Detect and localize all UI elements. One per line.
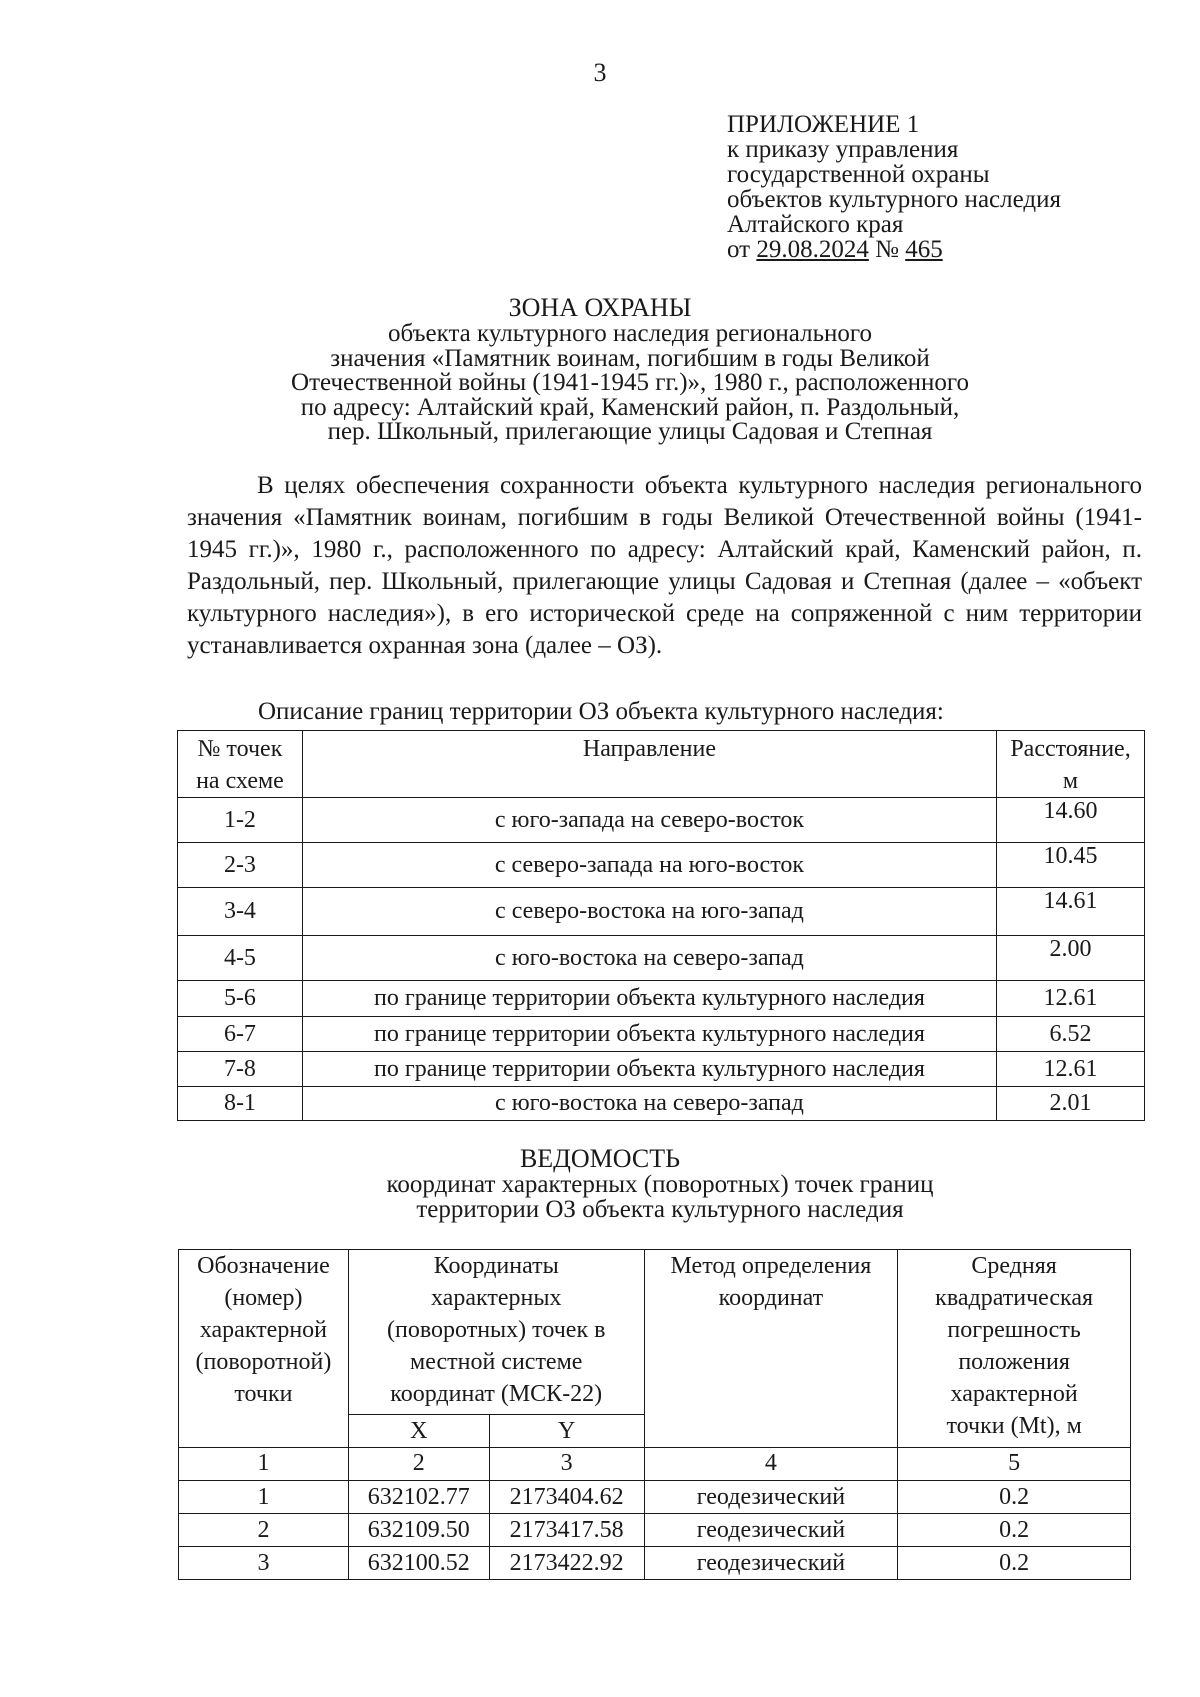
cell-mt: 0.2 — [898, 1481, 1131, 1514]
cell-mt: 0.2 — [898, 1514, 1131, 1547]
appendix-title: ПРИЛОЖЕНИЕ 1 — [727, 111, 920, 138]
order-number: 465 — [905, 236, 943, 263]
boundary-table — [177, 730, 1145, 1121]
table-row — [178, 798, 1145, 843]
number-prefix: № — [875, 236, 899, 263]
vedomost-subtitle-line: координат характерных (поворотных) точек границ — [386, 1171, 934, 1198]
cell-mt: 0.2 — [898, 1547, 1131, 1580]
table-header-row — [178, 731, 1145, 798]
cell-direction: с северо-запада на юго-восток — [302, 843, 996, 888]
cell-direction: с юго-запада на северо-восток — [302, 798, 996, 843]
appendix-block — [727, 112, 1061, 262]
table-header-row — [179, 1250, 1131, 1415]
zone-subtitle-line: Отечественной войны (1941-1945 гг.)», 1980 г., расположенного — [291, 369, 969, 396]
cell-distance: 14.60 — [997, 798, 1145, 843]
table-row — [179, 1547, 1131, 1580]
intro-paragraph — [187, 470, 1142, 662]
cell-method: геодезический — [644, 1547, 898, 1580]
table-row — [178, 981, 1145, 1017]
cell-method: геодезический — [644, 1514, 898, 1547]
cell-x: 632102.77 — [348, 1481, 489, 1514]
cell-x: 632109.50 — [348, 1514, 489, 1547]
cell-point: 2 — [179, 1514, 349, 1547]
header-y: Y — [489, 1415, 644, 1448]
column-number: 1 — [179, 1448, 349, 1481]
intro-text: В целях обеспечения сохранности объекта культурного наследия регионального значения «Памятник воинам, погибшим в годы Великой Отечественной войны (1941-1945 гг.)», 1980 г., расположенного по адресу: Алтайский край, Каменский район, п. Раздольный, пер. Школьный, прилегающие улицы Садовая и Степная (далее – «объект культурного наследия»), в его исторической среде на сопряженной с ним территории устанавливается охранная зона (далее – ОЗ). — [187, 472, 1142, 659]
zone-subtitle — [230, 322, 1030, 445]
table-row — [178, 936, 1145, 981]
cell-distance: 14.61 — [997, 888, 1145, 936]
column-number-row — [179, 1448, 1131, 1481]
header-method: Метод определения координат — [644, 1250, 898, 1448]
cell-distance: 2.00 — [997, 936, 1145, 981]
table-row — [179, 1514, 1131, 1547]
vedomost-subtitle — [300, 1172, 1020, 1222]
table-row — [178, 843, 1145, 888]
column-number: 5 — [898, 1448, 1131, 1481]
header-distance: Расстояние, м — [997, 731, 1145, 798]
zone-subtitle-line: значения «Памятник воинам, погибшим в годы Великой — [330, 344, 930, 372]
cell-points: 6-7 — [178, 1017, 303, 1052]
cell-point: 3 — [179, 1547, 349, 1580]
vedomost-title: ВЕДОМОСТЬ — [519, 1144, 681, 1173]
header-error: Средняя квадратическая погрешность положения характерной точки (Mt), м — [898, 1250, 1131, 1448]
cell-direction: по границе территории объекта культурного наследия — [302, 1052, 996, 1087]
zone-subtitle-line: пер. Школьный, прилегающие улицы Садовая и Степная — [327, 418, 933, 445]
cell-points: 5-6 — [178, 981, 303, 1017]
cell-direction: по границе территории объекта культурного наследия — [302, 981, 996, 1017]
appendix-line: государственной охраны — [727, 161, 990, 188]
column-number: 3 — [489, 1448, 644, 1481]
page-number: 3 — [593, 58, 607, 87]
appendix-line: к приказу управления — [727, 136, 959, 163]
cell-x: 632100.52 — [348, 1547, 489, 1580]
cell-distance: 12.61 — [997, 981, 1145, 1017]
cell-direction: по границе территории объекта культурного наследия — [302, 1017, 996, 1052]
date-prefix: от — [727, 236, 751, 263]
table-row — [178, 1017, 1145, 1052]
zone-subtitle-line: по адресу: Алтайский край, Каменский район, п. Раздольный, — [300, 393, 960, 421]
cell-direction: с северо-востока на юго-запад — [302, 888, 996, 936]
column-number: 2 — [348, 1448, 489, 1481]
cell-points: 1-2 — [178, 798, 303, 843]
cell-points: 7-8 — [178, 1052, 303, 1087]
table-row — [178, 888, 1145, 936]
cell-points: 8-1 — [178, 1087, 303, 1121]
cell-points: 2-3 — [178, 843, 303, 888]
cell-point: 1 — [179, 1481, 349, 1514]
cell-direction: с юго-востока на северо-запад — [302, 936, 996, 981]
cell-distance: 2.01 — [997, 1087, 1145, 1121]
cell-distance: 6.52 — [997, 1017, 1145, 1052]
coordinates-table — [178, 1249, 1131, 1580]
table-row — [178, 1052, 1145, 1087]
header-points: № точек на схеме — [178, 731, 303, 798]
cell-points: 4-5 — [178, 936, 303, 981]
column-number: 4 — [644, 1448, 898, 1481]
appendix-line: Алтайского края — [727, 211, 904, 238]
header-designation: Обозначение (номер) характерной (поворотной) точки — [179, 1250, 349, 1448]
header-x: X — [348, 1415, 489, 1448]
cell-y: 2173422.92 — [489, 1547, 644, 1580]
zone-title: ЗОНА ОХРАНЫ — [508, 293, 692, 322]
cell-distance: 12.61 — [997, 1052, 1145, 1087]
cell-points: 3-4 — [178, 888, 303, 936]
cell-y: 2173404.62 — [489, 1481, 644, 1514]
zone-subtitle-line: объекта культурного наследия регионального — [388, 320, 872, 347]
table-row — [178, 1087, 1145, 1121]
vedomost-subtitle-line: территории ОЗ объекта культурного наследия — [416, 1196, 904, 1223]
appendix-order-line — [727, 237, 1061, 262]
cell-direction: с юго-востока на северо-запад — [302, 1087, 996, 1121]
header-coordinates: Координаты характерных (поворотных) точек в местной системе координат (МСК-22) — [348, 1250, 644, 1415]
cell-method: геодезический — [644, 1481, 898, 1514]
order-date: 29.08.2024 — [756, 236, 869, 263]
boundary-table-caption: Описание границ территории ОЗ объекта культурного наследия: — [258, 698, 944, 725]
appendix-line: объектов культурного наследия — [727, 186, 1061, 213]
cell-distance: 10.45 — [997, 843, 1145, 888]
table-row — [179, 1481, 1131, 1514]
header-direction: Направление — [302, 731, 996, 798]
cell-y: 2173417.58 — [489, 1514, 644, 1547]
